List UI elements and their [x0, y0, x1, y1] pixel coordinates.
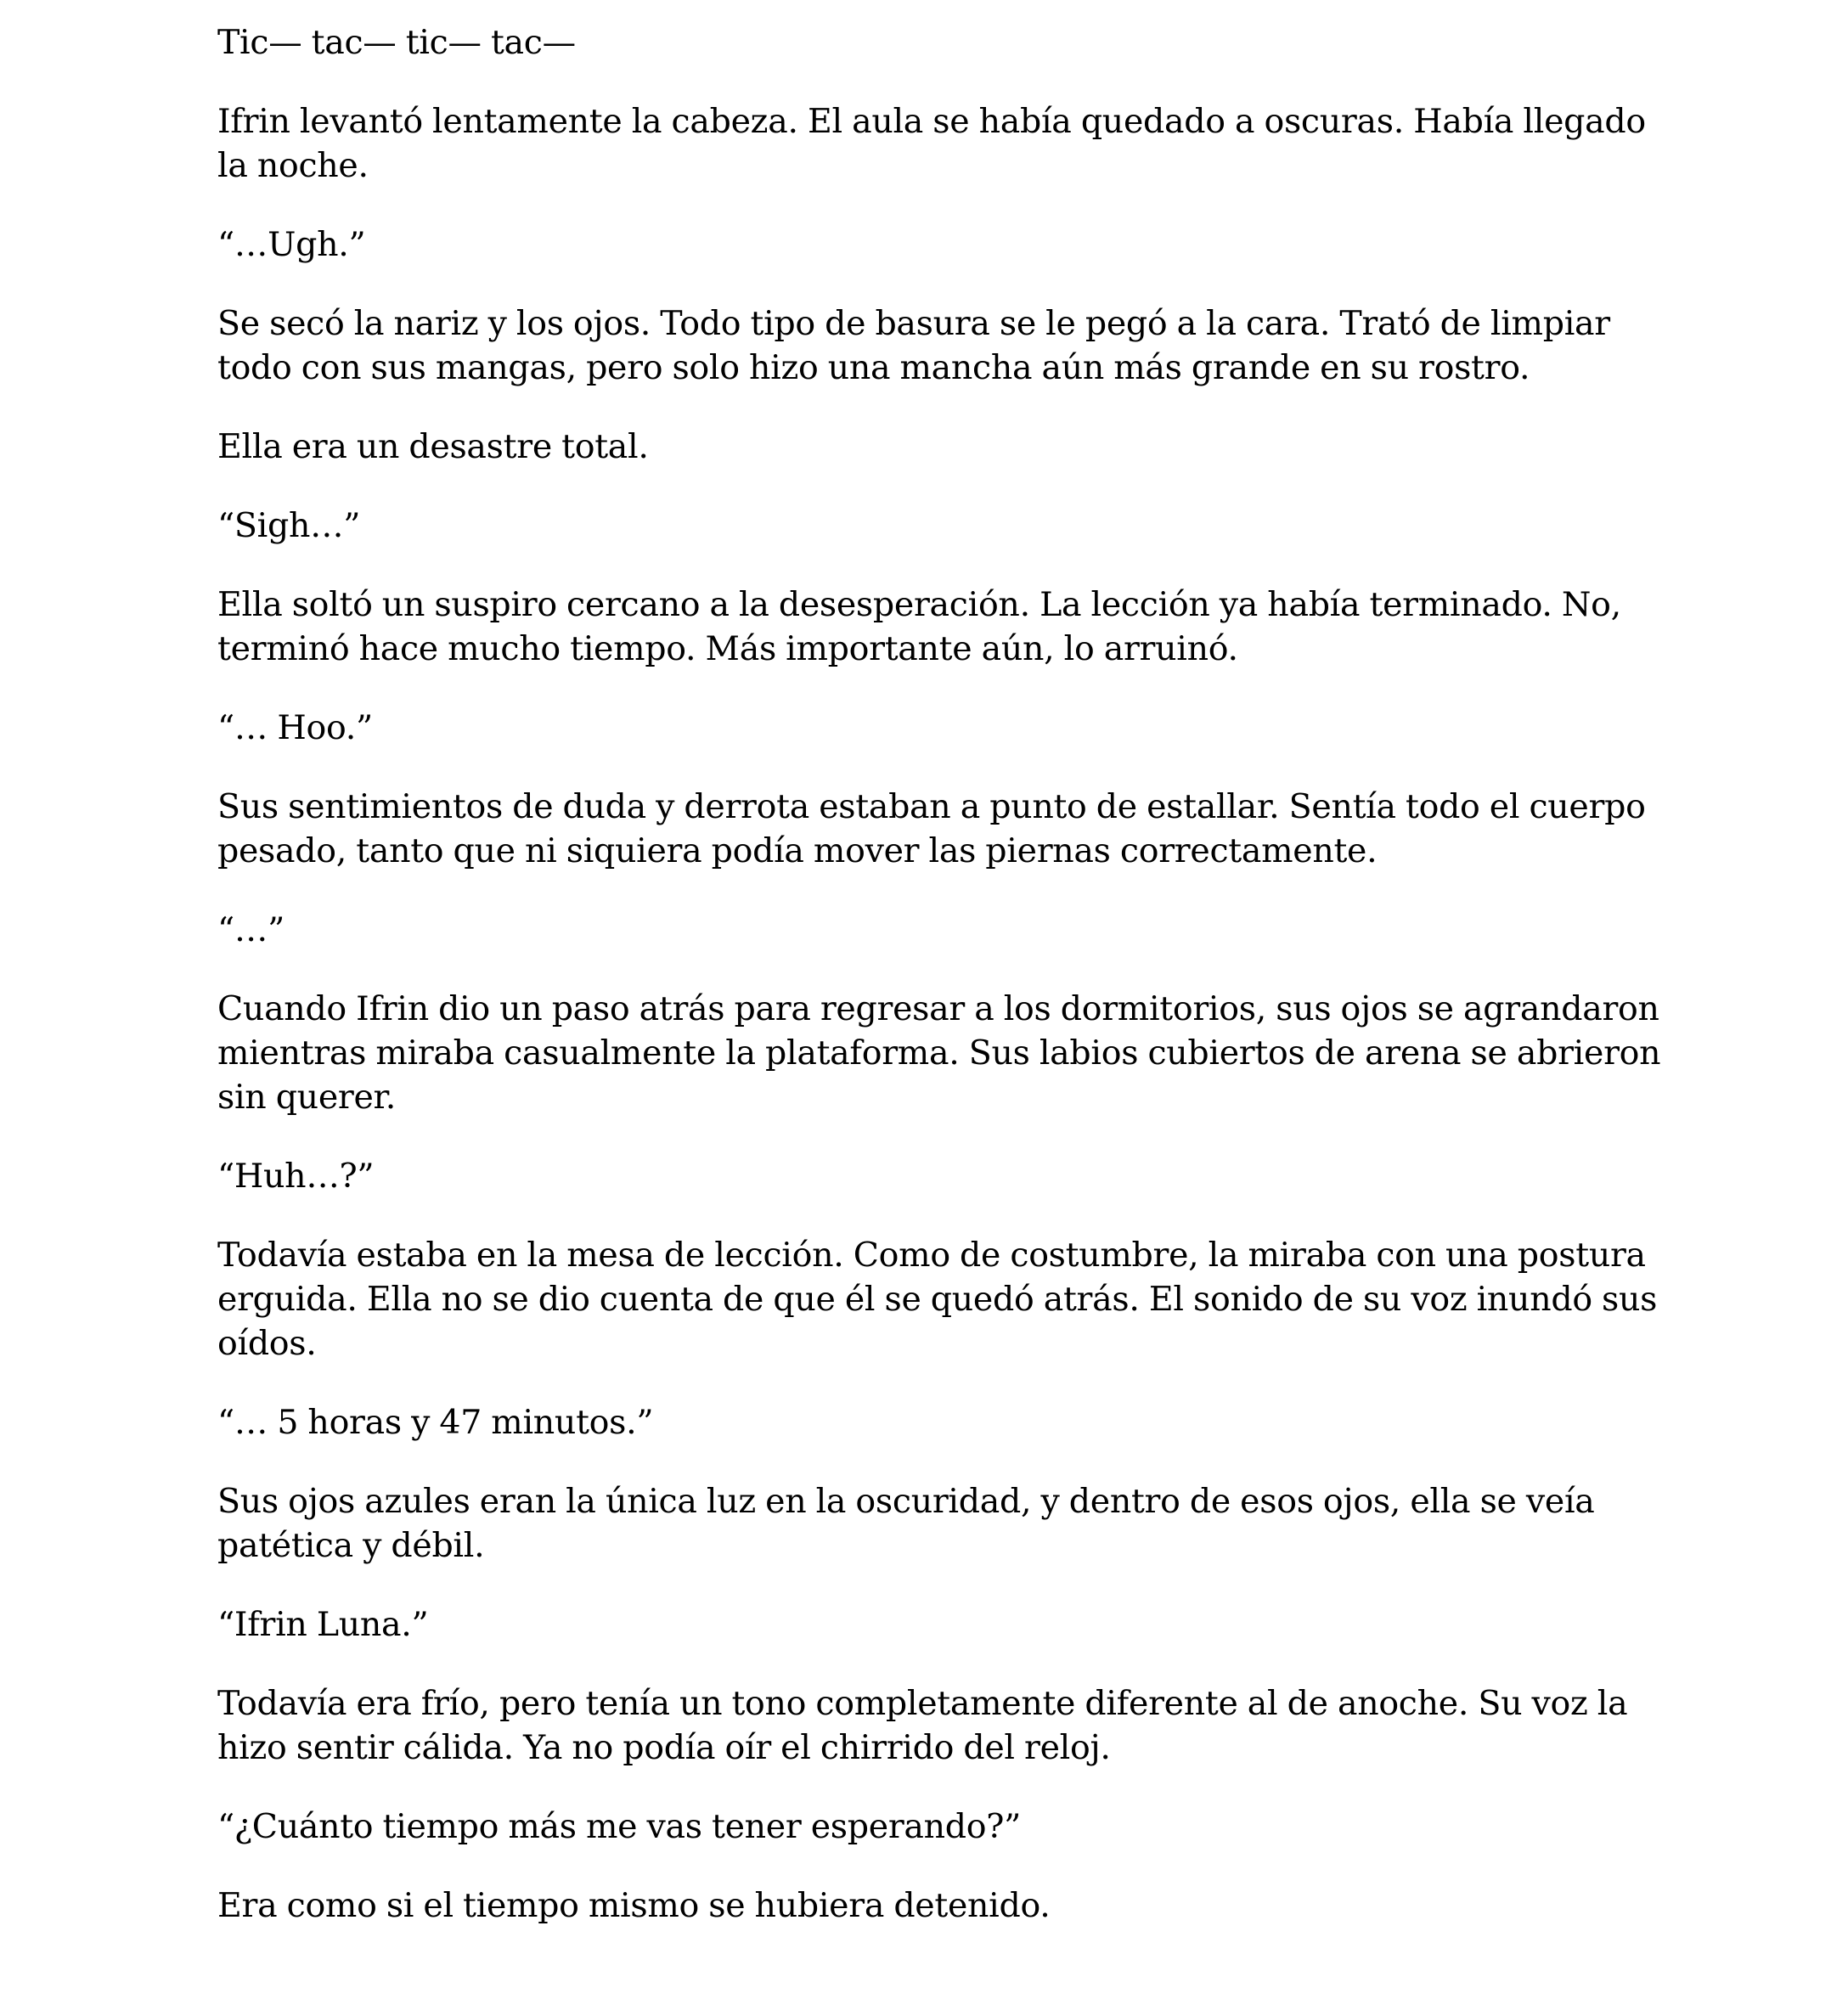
paragraph-blue-eyes: Sus ojos azules eran la única luz en la oscuridad, y dentro de esos ojos, ella se veía patética y débil.: [217, 1482, 1595, 1565]
paragraph-time-stopped: Era como si el tiempo mismo se hubiera detenido.: [217, 1886, 1051, 1925]
paragraph-total-mess: Ella era un desastre total.: [217, 427, 649, 466]
paragraph-lesson-over: Ella soltó un suspiro cercano a la desesperación. La lección ya había terminado. No, terminó hace mucho tiempo. Más importante aún, lo arruinó.: [217, 585, 1621, 668]
paragraph-doubt-defeat: Sus sentimientos de duda y derrota estaban a punto de estallar. Sentía todo el cuerpo pesado, tanto que ni siquiera podía mover las piernas correctamente.: [217, 787, 1646, 870]
paragraph-wipes-face: Se secó la nariz y los ojos. Todo tipo de basura se le pegó a la cara. Trató de limpiar todo con sus mangas, pero solo hizo una mancha aún más grande en su rostro.: [217, 304, 1610, 387]
paragraph-warm-voice: Todavía era frío, pero tenía un tono completamente diferente al de anoche. Su voz la hizo sentir cálida. Ya no podía oír el chirrido del reloj.: [217, 1684, 1628, 1767]
dialogue-hoo: “… Hoo.”: [217, 708, 373, 747]
dialogue-ugh: “…Ugh.”: [217, 225, 366, 264]
dialogue-ifrin-luna: “Ifrin Luna.”: [217, 1605, 429, 1644]
paragraph-still-at-desk: Todavía estaba en la mesa de lección. Como de costumbre, la miraba con una postura erguida. Ella no se dio cuenta de que él se quedó atrás. El sonido de su voz inundó sus oídos.: [217, 1236, 1658, 1363]
dialogue-ellipsis: “…”: [217, 910, 285, 949]
dialogue-huh: “Huh…?”: [217, 1157, 375, 1196]
paragraph-clock-sound: Tic— tac— tic— tac—: [217, 23, 576, 62]
dialogue-time-elapsed: “… 5 horas y 47 minutos.”: [217, 1403, 654, 1442]
paragraph-ifrin-raises-head: Ifrin levantó lentamente la cabeza. El aula se había quedado a oscuras. Había llegado la noche.: [217, 102, 1646, 185]
paragraph-looks-at-platform: Cuando Ifrin dio un paso atrás para regresar a los dormitorios, sus ojos se agrandaron mientras miraba casualmente la plataforma. Sus labios cubiertos de arena se abrieron sin querer.: [217, 989, 1661, 1117]
document-page: [217, 20, 1678, 1962]
dialogue-sigh: “Sigh…”: [217, 506, 361, 545]
dialogue-how-long: “¿Cuánto tiempo más me vas tener esperando?”: [217, 1807, 1022, 1846]
